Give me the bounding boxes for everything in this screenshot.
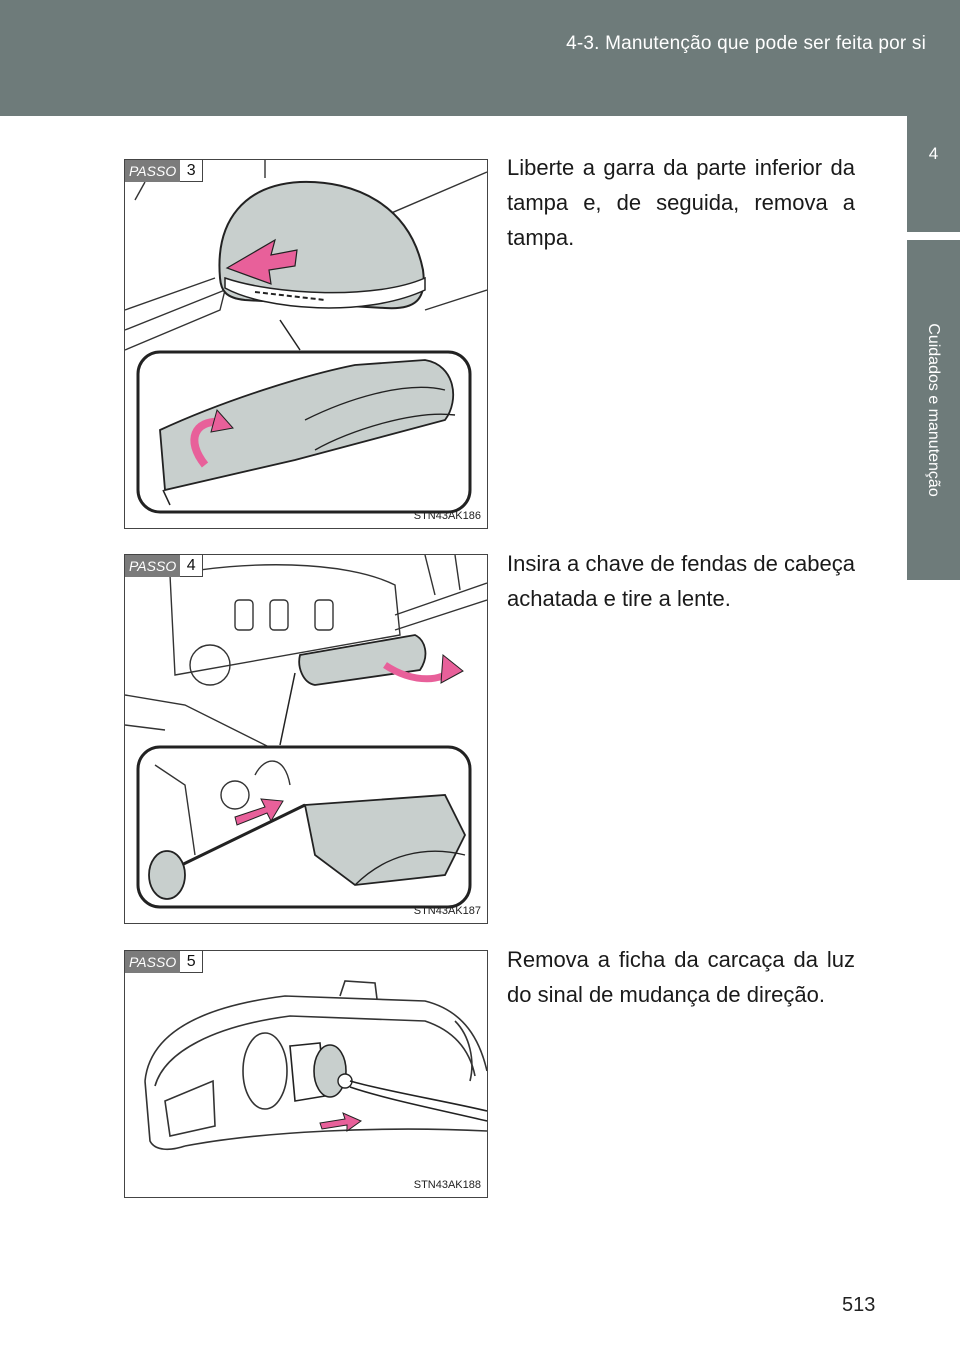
chapter-number-box <box>907 116 960 232</box>
chapter-tab <box>907 116 960 1186</box>
step-badge-number: 4 <box>180 555 203 577</box>
step-badge-label: PASSO <box>125 951 180 973</box>
figure-code: STN43AK187 <box>413 905 481 917</box>
figure-code: STN43AK186 <box>413 510 481 522</box>
figure-code: STN43AK188 <box>413 1179 481 1191</box>
step-badge-number: 3 <box>180 160 203 182</box>
figure-step-3 <box>124 159 488 529</box>
chapter-number: 4 <box>928 144 939 163</box>
step-badge-number: 5 <box>180 951 203 973</box>
step-badge <box>125 160 203 182</box>
step-3-text: Liberte a garra da parte inferior da tampa e, de seguida, remova a tampa. <box>507 155 855 250</box>
step-4-text: Insira a chave de fendas de cabeça achatada e tire a lente. <box>507 551 855 611</box>
figure-step-5 <box>124 950 488 1198</box>
page-header <box>0 0 960 116</box>
figure-step-4 <box>124 554 488 924</box>
chapter-label: Cuidados e manutenção <box>925 323 942 497</box>
socket-removal-illustration <box>125 951 487 1197</box>
step-badge <box>125 951 203 973</box>
page-number: 513 <box>842 1294 876 1316</box>
section-title: 4-3. Manutenção que pode ser feita por si <box>566 33 926 54</box>
step-badge-label: PASSO <box>125 160 180 182</box>
step-badge-label: PASSO <box>125 555 180 577</box>
chapter-label-box <box>907 240 960 580</box>
lens-removal-illustration <box>125 555 487 923</box>
step-badge <box>125 555 203 577</box>
step-5-text: Remova a ficha da carcaça da luz do sinal de mudança de direção. <box>507 947 855 1007</box>
mirror-cover-illustration <box>125 160 487 528</box>
